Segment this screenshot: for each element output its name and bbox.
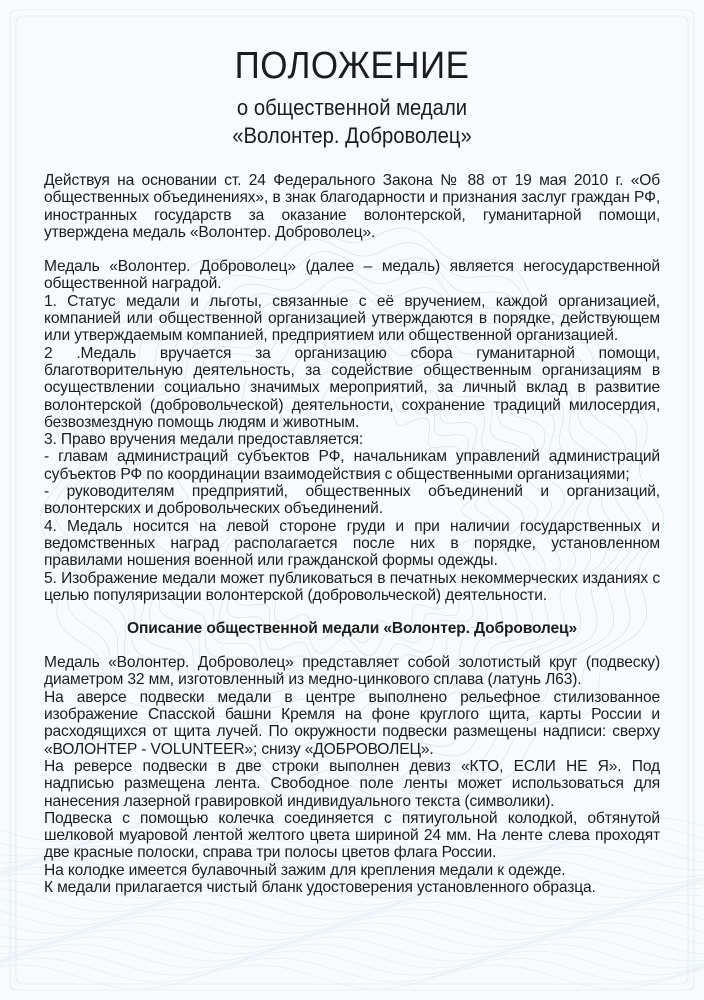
intro-paragraph: Действуя на основании ст. 24 Федерального Закона № 88 от 19 мая 2010 г. «Об общественных объединениях», в знак благодарности и признания заслуг граждан РФ, иностранных государств за оказание волонтерской, гуманитарной помощи, утверждена медаль «Волонтер. Доброволец». bbox=[44, 172, 660, 241]
document-subtitle-line2: «Волонтер. Доброволец» bbox=[232, 123, 472, 148]
description-paragraph-5: На колодке имеется булавочный зажим для крепления медали к одежде. bbox=[44, 861, 566, 879]
description-heading: Описание общественной медали «Волонтер. Доброволец» bbox=[127, 620, 577, 638]
description-paragraph-4: Подвеска с помощью колечка соединяется с пятиугольной колодкой, обтянутой шелковой муаровой лентой желтого цвета шириной 24 мм. На ленте слева проходят две красные полоски, справа три полосы цветов флага России. bbox=[44, 809, 660, 862]
description-paragraph-2: На аверсе подвески медали в центре выполнено рельефное стилизованное изображение Спасской башни Кремля на фоне круглого щита, карты России и расходящихся от щита лучей. По окружности подвески размещены надписи: сверху «ВОЛОНТЕР - VOLUNTEER»; снизу «ДОБРОВОЛЕЦ». bbox=[44, 688, 660, 758]
document-title: ПОЛОЖЕНИЕ bbox=[234, 45, 470, 87]
document-body bbox=[44, 172, 660, 896]
regulation-item-4: 4. Медаль носится на левой стороне груди и при наличии государственных и ведомственных наград располагается после них в порядке, установленном правилами ношения военной или гражданской формы одежды. bbox=[44, 517, 660, 570]
document-subtitle-line1: о общественной медали bbox=[236, 95, 468, 120]
regulation-item-2: 2 .Медаль вручается за организацию сбора гуманитарной помощи, благотворительную деятельность, за содействие общественным организациям в осуществлении социально значимых мероприятий, за личный вклад в развитие волонтерской (добровольческой) деятельности, сохранение традиций милосердия, безвозмездную помощь людям и животным. bbox=[44, 344, 660, 431]
regulation-item-3-a: - главам администраций субъектов РФ, начальникам управлений администраций субъектов РФ по координации взаимодействия с общественными организациями; bbox=[44, 448, 660, 483]
regulation-item-3-b: - руководителям предприятий, общественных объединений и организаций, волонтерских и добровольческих объединений. bbox=[44, 483, 660, 518]
regulation-item-5: 5. Изображение медали может публиковаться в печатных некоммерческих изданиях с целью популяризации волонтерской (добровольческой) деятельности. bbox=[44, 569, 660, 604]
description-paragraph-3: На реверсе подвески в две строки выполнен девиз «КТО, ЕСЛИ НЕ Я». Под надписью размещена лента. Свободное поле ленты может использоваться для нанесения лазерной гравировкой индивидуального текста (символики). bbox=[44, 757, 660, 810]
description-paragraph-1: Медаль «Волонтер. Доброволец» представляет собой золотистый круг (подвеску) диаметром 32 мм, изготовленный из медно-цинкового сплава (латунь Л63). bbox=[44, 654, 660, 689]
description-paragraph-6: К медали прилагается чистый бланк удостоверения установленного образца. bbox=[44, 878, 596, 896]
regulation-item-3: 3. Право вручения медали предоставляется: bbox=[44, 431, 364, 449]
status-paragraph: Медаль «Волонтер. Доброволец» (далее – медаль) является негосударственной общественной наградой. bbox=[44, 258, 660, 293]
regulation-item-1: 1. Статус медали и льготы, связанные с её вручением, каждой организацией, компанией или общественной организацией утверждаются в порядке, действующем или утверждаемым компанией, предприятием или общественной организацией. bbox=[44, 292, 660, 345]
